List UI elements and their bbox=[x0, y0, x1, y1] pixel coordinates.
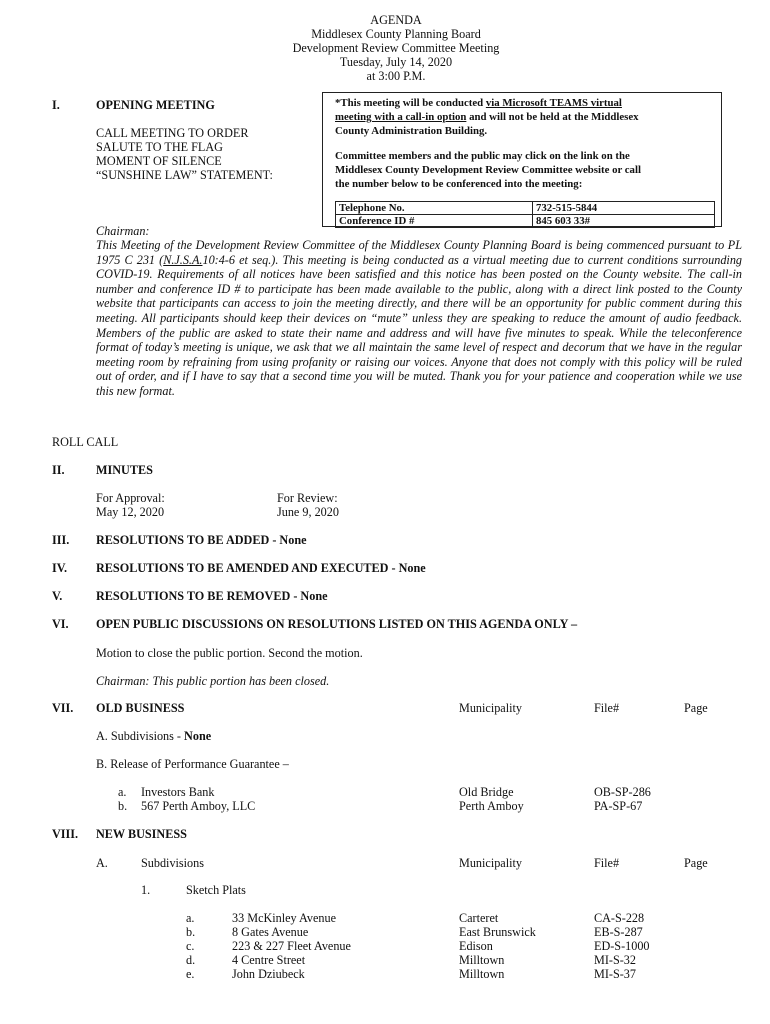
notice-text: and will not be held at the Middlesex bbox=[466, 111, 639, 123]
section-4-title: RESOLUTIONS TO BE AMENDED AND EXECUTED - None bbox=[96, 561, 426, 575]
chairman-label: Chairman: bbox=[96, 224, 150, 238]
old-row-name: Investors Bank bbox=[141, 785, 215, 799]
statement-text: This Meeting of the Development Review Committee of the Middlesex County Planning Board is being commenced pursuant to PL 1975 C 231 ( bbox=[96, 238, 742, 267]
new-row-name: 33 McKinley Avenue bbox=[232, 911, 337, 925]
new-row-file: CA-S-228 bbox=[594, 911, 645, 925]
opening-item: CALL MEETING TO ORDER bbox=[96, 126, 249, 140]
section-5-none: - None bbox=[290, 589, 328, 603]
agenda-header bbox=[0, 13, 770, 83]
section-7-number: VII. bbox=[52, 701, 74, 715]
old-row-file: OB-SP-286 bbox=[594, 785, 651, 799]
column-file: File# bbox=[594, 701, 620, 715]
column-municipality: Municipality bbox=[459, 701, 522, 715]
new-row-letter: e. bbox=[186, 967, 195, 981]
section-7-title: OLD BUSINESS bbox=[96, 701, 185, 715]
notice-line: Middlesex County Development Review Committee website or call bbox=[335, 164, 641, 176]
notice-line: Committee members and the public may click on the link on the bbox=[335, 150, 630, 162]
header-title: AGENDA bbox=[370, 13, 422, 27]
section-5-title bbox=[96, 589, 328, 603]
header-meeting: Development Review Committee Meeting bbox=[292, 41, 500, 55]
new-row-municipality: Carteret bbox=[459, 911, 499, 925]
column-page: Page bbox=[684, 856, 708, 870]
notice-line bbox=[335, 96, 622, 110]
old-row-municipality: Perth Amboy bbox=[459, 799, 524, 813]
new-row-letter: a. bbox=[186, 911, 195, 925]
section-4-number: IV. bbox=[52, 561, 68, 575]
section-8-number: VIII. bbox=[52, 827, 79, 841]
opening-item: SALUTE TO THE FLAG bbox=[96, 140, 223, 154]
notice-line: County Administration Building. bbox=[335, 125, 488, 137]
sketch-plats-number: 1. bbox=[141, 883, 151, 897]
old-subdivisions-none: None bbox=[184, 729, 212, 743]
new-row-file: MI-S-37 bbox=[594, 967, 636, 981]
section-5-number: V. bbox=[52, 589, 63, 603]
new-row-file: MI-S-32 bbox=[594, 953, 636, 967]
notice-text: *This meeting will be conducted bbox=[335, 97, 486, 109]
new-row-file: ED-S-1000 bbox=[594, 939, 650, 953]
old-row-letter: b. bbox=[118, 799, 128, 813]
section-1-number: I. bbox=[52, 98, 60, 112]
section-8-title: NEW BUSINESS bbox=[96, 827, 187, 841]
old-row-file: PA-SP-67 bbox=[594, 799, 643, 813]
section-2-number: II. bbox=[52, 463, 65, 477]
header-date: Tuesday, July 14, 2020 bbox=[339, 55, 453, 69]
new-row-municipality: East Brunswick bbox=[459, 925, 536, 939]
opening-item: MOMENT OF SILENCE bbox=[96, 154, 222, 168]
new-subdivisions-label: Subdivisions bbox=[141, 856, 204, 870]
review-date: June 9, 2020 bbox=[277, 505, 339, 519]
column-file: File# bbox=[594, 856, 620, 870]
sketch-plats-label: Sketch Plats bbox=[186, 883, 246, 897]
chairman-closing: Chairman: This public portion has been closed. bbox=[96, 674, 330, 688]
old-row-municipality: Old Bridge bbox=[459, 785, 514, 799]
conference-id-label: Conference ID # bbox=[336, 215, 533, 228]
new-row-municipality: Milltown bbox=[459, 967, 505, 981]
column-page: Page bbox=[684, 701, 708, 715]
section-6-number: VI. bbox=[52, 617, 69, 631]
call-in-link[interactable]: meeting with a call-in option bbox=[335, 111, 467, 123]
new-row-name: 8 Gates Avenue bbox=[232, 925, 309, 939]
phone-label: Telephone No. bbox=[336, 202, 533, 215]
new-row-municipality: Edison bbox=[459, 939, 493, 953]
new-a-letter: A. bbox=[96, 856, 108, 870]
statement-text: 10:4-6 et seq.). This meeting is being conducted as a virtual meeting due to current conditions surrounding COVID-19. Requirements of all notices have been satisfied and this notice has been posted on the County website. The call-in number and conference ID # to participate has been made available to the public, along with a direct link posted to the County website that participants can access to join the meeting directly, and there will be an opportunity for public comment during this meeting. All participants should keep their devices on “mute” unless they are speaking to reduce the amount of audio feedback. Members of the public are asked to state their name and address and will have five minutes to speak. While the teleconference format of today’s meeting is unique, we ask that we all maintain the same level of respect and decorum that we have in the regular meeting room by refraining from using profanity or raising our voices. Anyone that does not comply with this policy will be ruled out of order, and if I have to say that a second time you will be muted. Thank you for your patience and cooperation while we use this new format. bbox=[96, 252, 743, 398]
table-row bbox=[336, 202, 715, 215]
notice-line: the number below to be conferenced into the meeting: bbox=[335, 178, 583, 190]
opening-item: “SUNSHINE LAW” STATEMENT: bbox=[96, 168, 273, 182]
approval-label: For Approval: bbox=[96, 491, 165, 505]
notice-line bbox=[335, 110, 639, 124]
njsa-reference: N.J.S.A. bbox=[163, 252, 203, 267]
conference-table bbox=[335, 201, 715, 228]
section-6-title: OPEN PUBLIC DISCUSSIONS ON RESOLUTIONS LISTED ON THIS AGENDA ONLY – bbox=[96, 617, 578, 631]
new-row-name: 4 Centre Street bbox=[232, 953, 306, 967]
new-row-letter: d. bbox=[186, 953, 196, 967]
old-subdivisions-label: A. Subdivisions - bbox=[96, 729, 185, 743]
old-row-name: 567 Perth Amboy, LLC bbox=[141, 799, 256, 813]
section-3-number: III. bbox=[52, 533, 70, 547]
new-row-letter: c. bbox=[186, 939, 195, 953]
roll-call: ROLL CALL bbox=[52, 435, 119, 449]
new-row-name: 223 & 227 Fleet Avenue bbox=[232, 939, 351, 953]
performance-guarantee: B. Release of Performance Guarantee – bbox=[96, 757, 289, 771]
new-row-file: EB-S-287 bbox=[594, 925, 643, 939]
teams-link[interactable]: via Microsoft TEAMS virtual bbox=[485, 97, 622, 109]
section-5-title-text: RESOLUTIONS TO BE REMOVED bbox=[96, 589, 291, 603]
old-subdivisions bbox=[96, 729, 211, 743]
review-label: For Review: bbox=[277, 491, 338, 505]
new-row-name: John Dziubeck bbox=[232, 967, 305, 981]
header-board: Middlesex County Planning Board bbox=[311, 27, 481, 41]
new-row-letter: b. bbox=[186, 925, 196, 939]
new-row-municipality: Milltown bbox=[459, 953, 505, 967]
phone-number: 732-515-5844 bbox=[533, 202, 715, 215]
motion-text: Motion to close the public portion. Second the motion. bbox=[96, 646, 363, 660]
chairman-statement bbox=[96, 238, 742, 399]
column-municipality: Municipality bbox=[459, 856, 522, 870]
section-3-title: RESOLUTIONS TO BE ADDED - None bbox=[96, 533, 307, 547]
section-2-title: MINUTES bbox=[96, 463, 153, 477]
old-row-letter: a. bbox=[118, 785, 127, 799]
approval-date: May 12, 2020 bbox=[96, 505, 165, 519]
conference-id: 845 603 33# bbox=[533, 215, 715, 228]
section-1-title: OPENING MEETING bbox=[96, 98, 215, 112]
header-time: at 3:00 P.M. bbox=[366, 69, 426, 83]
virtual-meeting-notice bbox=[322, 92, 722, 227]
table-row bbox=[336, 215, 715, 228]
